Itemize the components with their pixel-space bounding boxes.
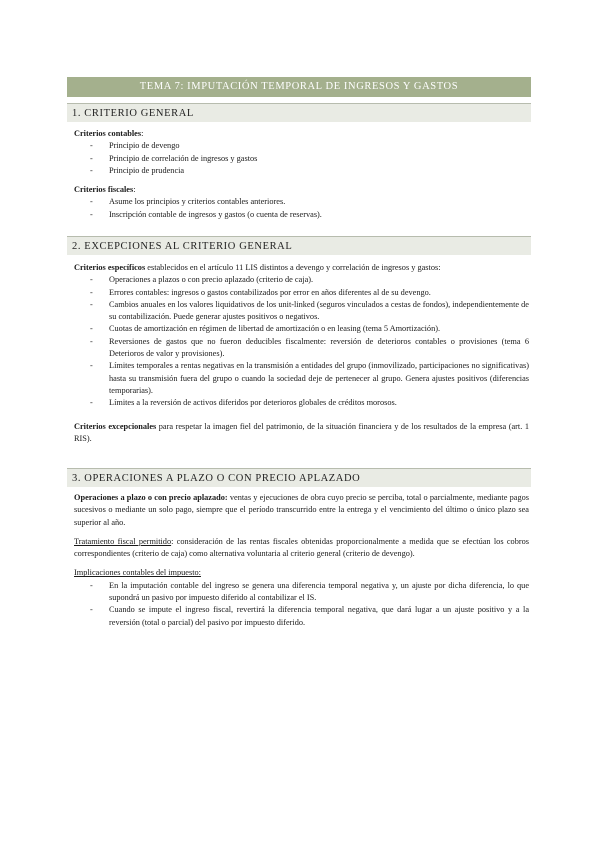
bullet-dash: - — [90, 299, 93, 309]
section-1-body — [74, 128, 529, 221]
implicaciones-list — [74, 580, 529, 629]
list-item — [74, 397, 529, 409]
bullet-dash: - — [90, 197, 93, 207]
criterios-especificos-label: Criterios específicos — [74, 263, 146, 272]
bullet-dash: - — [90, 153, 93, 163]
list-item — [74, 604, 529, 629]
operaciones-definition-text: ventas y ejecuciones de obra cuyo precio se perciba, total o parcialmente, mediante pagos sucesivos o mediante un solo pago, siempre que el período transcurrido entre la entrega y el vencimiento del último o único plazo sea superior al año. — [74, 493, 529, 527]
list-item — [74, 165, 529, 177]
list-item — [74, 299, 529, 324]
criterios-contables-colon: : — [141, 129, 144, 138]
criterios-contables-label: Criterios contables — [74, 129, 142, 138]
criterios-fiscales-label: Criterios fiscales — [74, 185, 134, 195]
list-item-text: Asume los principios y criterios contables anteriores. — [109, 197, 286, 207]
list-item-text: Principio de correlación de ingresos y gastos — [109, 153, 258, 163]
tratamiento-fiscal-paragraph — [74, 536, 529, 561]
list-item — [74, 196, 529, 208]
bullet-dash: - — [90, 398, 93, 408]
criterios-excepcionales-paragraph — [74, 421, 529, 446]
list-item — [74, 153, 529, 165]
bullet-dash: - — [90, 580, 93, 590]
list-item-text: Principio de devengo — [109, 141, 180, 151]
bullet-dash: - — [90, 361, 93, 371]
list-item-text: Reversiones de gastos que no fueron deducibles fiscalmente: reversión de deterioros contables o provisiones (tema 6 Deterioros de valor y provisiones). — [109, 336, 529, 359]
criterios-contables-line — [74, 128, 529, 140]
list-item-text: Operaciones a plazos o con precio aplazado (criterio de caja). — [109, 275, 314, 285]
tratamiento-fiscal-text: : consideración de las rentas fiscales obtenidas proporcionalmente a medida que se efectúan los cobros correspondientes (criterio de caja) como alternativa voluntaria al criterio general (criterio de devengo). — [74, 536, 529, 559]
list-item — [74, 360, 529, 397]
criterios-fiscales-colon: : — [133, 185, 136, 195]
list-item-text: Límites temporales a rentas negativas en la transmisión a entidades del grupo (inmovilizado, participaciones no significativas) hasta su transmisión fuera del grupo o cuando la sociedad deje de pertenecer al grupo. Genera ajustes positivos (diferencias temporarias). — [109, 361, 529, 395]
section-heading-operaciones-plazo: 3. OPERACIONES A PLAZO O CON PRECIO APLAZADO — [67, 468, 531, 487]
section-2-body — [74, 262, 529, 445]
section-heading-criterio-general: 1. CRITERIO GENERAL — [67, 103, 531, 122]
criterios-fiscales-line — [74, 184, 529, 196]
bullet-dash: - — [90, 605, 93, 615]
section-3-body — [74, 492, 529, 629]
criterios-especificos-text: establecidos en el artículo 11 LIS distintos a devengo y correlación de ingresos y gastos: — [145, 263, 441, 272]
list-item-text: Cuotas de amortización en régimen de libertad de amortización o en leasing (tema 5 Amortización). — [109, 324, 441, 334]
list-item-text: Errores contables: ingresos o gastos contabilizados por error en años diferentes al de su devengo. — [109, 287, 431, 297]
criterios-contables-list — [74, 140, 529, 177]
operaciones-definition-label: Operaciones a plazo o con precio aplazado: — [74, 493, 228, 502]
criterios-fiscales-list — [74, 196, 529, 221]
implicaciones-contables-heading: Implicaciones contables del impuesto: — [74, 568, 201, 578]
section-heading-excepciones: 2. EXCEPCIONES AL CRITERIO GENERAL — [67, 236, 531, 255]
list-item — [74, 323, 529, 335]
bullet-dash: - — [90, 209, 93, 219]
criterios-excepcionales-label: Criterios excepcionales — [74, 421, 157, 431]
list-item — [74, 580, 529, 605]
list-item-text: En la imputación contable del ingreso se genera una diferencia temporal negativa y, un ajuste por dicha diferencia, lo que supondrá un pasivo por impuesto diferido al contabilizar el IS. — [109, 580, 529, 603]
bullet-dash: - — [90, 141, 93, 151]
list-item — [74, 287, 529, 299]
tratamiento-fiscal-label: Tratamiento fiscal permitido — [74, 536, 172, 546]
list-item-text: Cuando se impute el ingreso fiscal, revertirá la diferencia temporal negativa, que dará lugar a un ajuste positivo y a la reversión (total o parcial) del pasivo por impuesto diferido. — [109, 605, 529, 627]
list-item-text: Límites a la reversión de activos diferidos por deterioros globales de créditos morosos. — [109, 398, 397, 408]
list-item — [74, 140, 529, 152]
criterios-excepcionales-text: para respetar la imagen fiel del patrimonio, de la situación financiera y de los resultados de la empresa (art. 1 RIS). — [74, 421, 529, 443]
list-item — [74, 336, 529, 361]
list-item-text: Principio de prudencia — [109, 165, 185, 175]
bullet-dash: - — [90, 324, 93, 334]
excepciones-list — [74, 274, 529, 409]
list-item-text: Inscripción contable de ingresos y gastos (o cuenta de reservas). — [109, 209, 322, 219]
bullet-dash: - — [90, 287, 93, 297]
operaciones-definition-paragraph — [74, 492, 529, 529]
list-item — [74, 274, 529, 286]
bullet-dash: - — [90, 336, 93, 346]
document-title: TEMA 7: IMPUTACIÓN TEMPORAL DE INGRESOS Y GASTOS — [67, 77, 531, 97]
bullet-dash: - — [90, 275, 93, 285]
list-item-text: Cambios anuales en los valores liquidativos de los unit-linked (seguros vinculados a cestas de fondos), independientemente de su contabilización. Puede generar ajustes positivos o negativos. — [109, 299, 529, 322]
criterios-especificos-intro — [74, 262, 529, 274]
list-item — [74, 209, 529, 221]
bullet-dash: - — [90, 165, 93, 175]
